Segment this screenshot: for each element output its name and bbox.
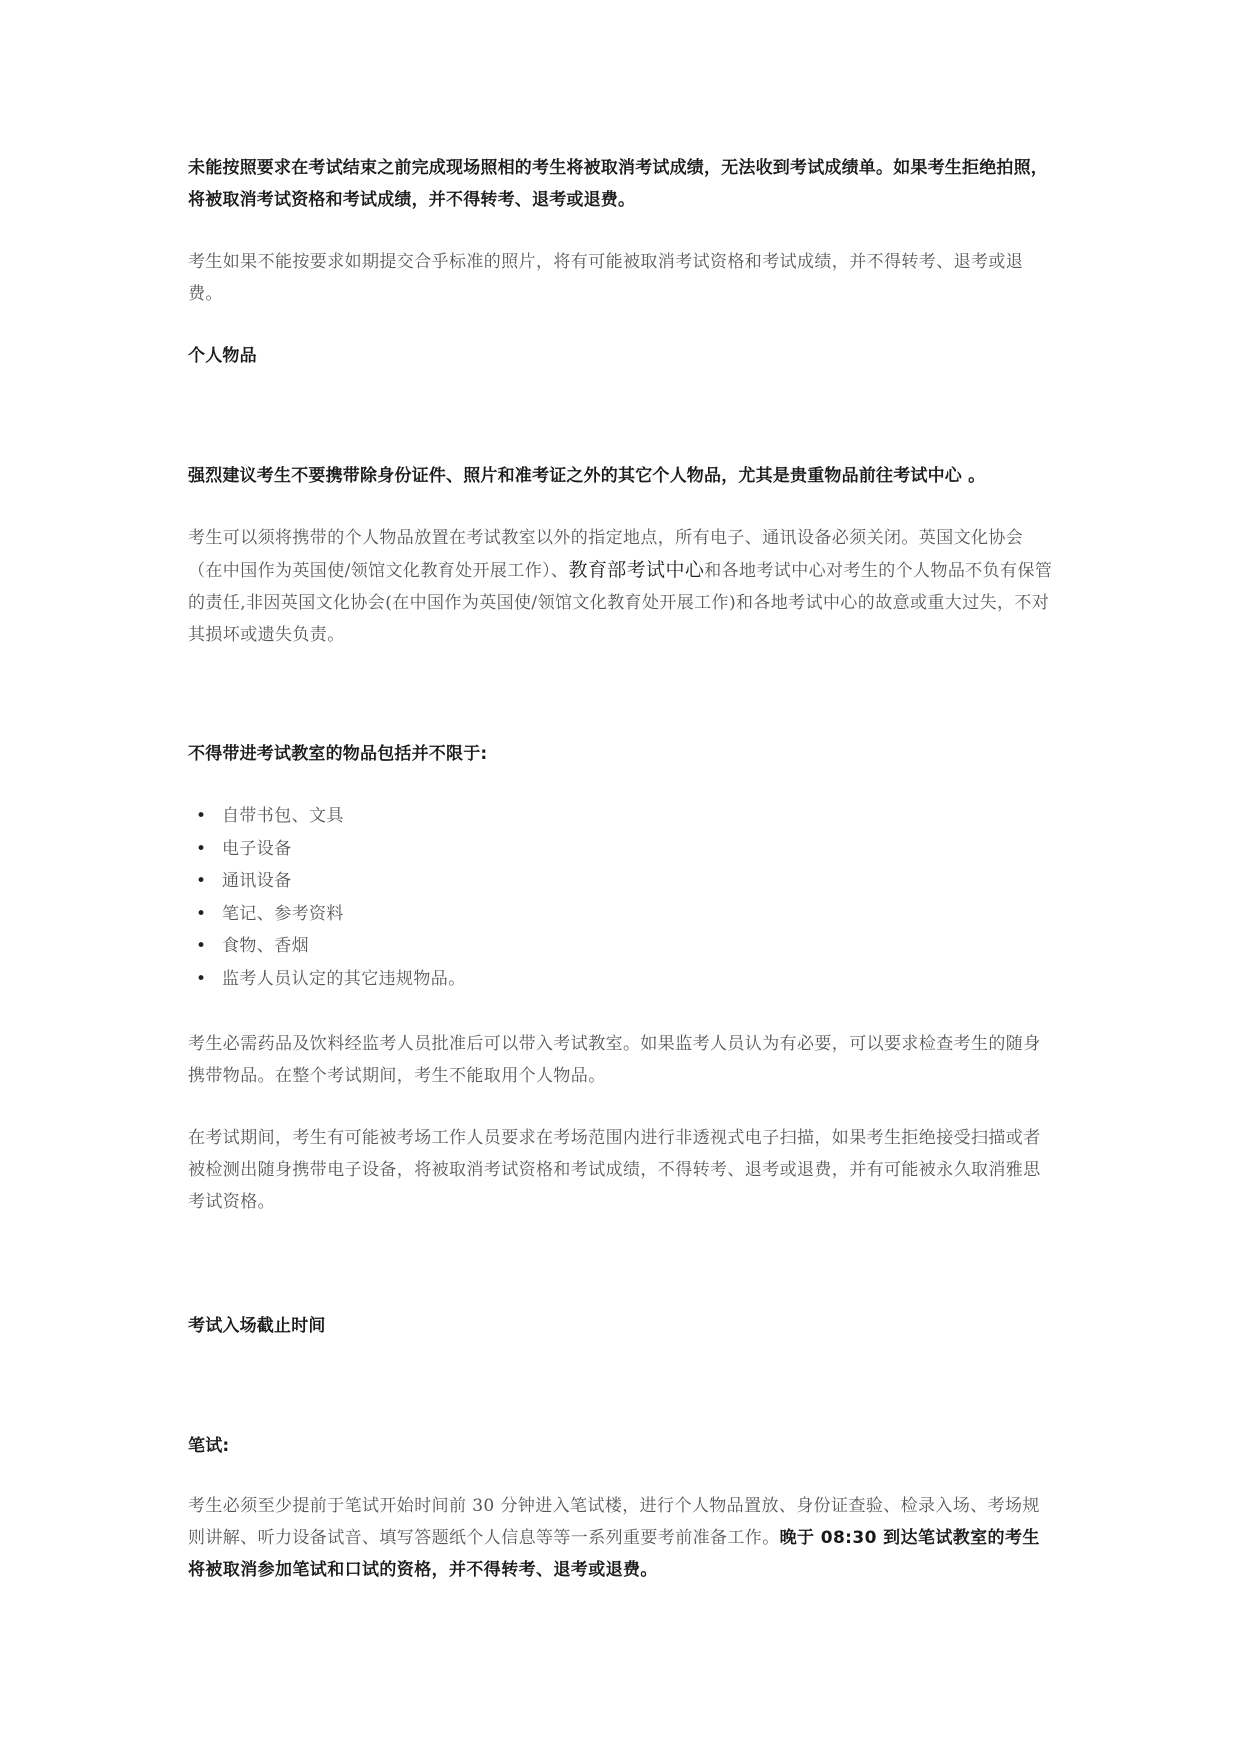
personal-items-heading: 个人物品 — [188, 346, 257, 366]
bullet-icon: • — [196, 871, 207, 891]
scan-paragraph: 在考试期间，考生有可能被考场工作人员要求在考场范围内进行非透视式电子扫描，如果考生拒绝接受扫描或者被检测出随身携带电子设备，将被取消考试资格和考试成绩，不得转考、退考或退费，并有可能被永久取消雅思考试资格。 — [188, 1128, 1041, 1212]
written-deadline-warning: 晚于 08:30 到达笔试教室的考生将被取消参加笔试和口试的资格，并不得转考、退考或退费。 — [188, 1528, 1040, 1580]
valuables-advice: 强烈建议考生不要携带除身份证件、照片和准考证之外的其它个人物品，尤其是贵重物品前往考试中心 。 — [188, 466, 986, 486]
storage-paragraph — [188, 522, 1054, 651]
written-test-heading: 笔试: — [188, 1436, 230, 1456]
list-item: • 笔记、参考资料 — [188, 898, 1054, 931]
photo-standard-paragraph: 考生如果不能按要求如期提交合乎标准的照片，将有可能被取消考试资格和考试成绩，并不得转考、退考或退费。 — [188, 252, 1024, 304]
list-item: • 通讯设备 — [188, 865, 1054, 898]
photo-notice: 未能按照要求在考试结束之前完成现场照相的考生将被取消考试成绩，无法收到考试成绩单。如果考生拒绝拍照， 将被取消考试资格和考试成绩，并不得转考、退考或退费。 — [188, 158, 1048, 210]
list-item: • 食物、香烟 — [188, 930, 1054, 963]
bullet-icon: • — [196, 968, 207, 989]
bullet-icon: • — [196, 936, 207, 956]
storage-text-part2: 和各地考试中心对考生的个人物品不负有保管的责任,非因英国文化协会(在中国作为英国使/领馆文化教育处开展工作)和各地考试中心的故意或重大过失，不对其损坏或遗失负责。 — [188, 561, 1053, 645]
list-item: • 自带书包、文具 — [188, 800, 1054, 833]
written-test-paragraph — [188, 1490, 1054, 1586]
bullet-icon: • — [196, 806, 207, 826]
written-test-text: 考生必须至少提前于笔试开始时间前 30 分钟进入笔试楼，进行个人物品置放、身份证查验、检录入场、考场规则讲解、听力设备试音、填写答题纸个人信息等等一系列重要考前准备工作。 — [188, 1496, 1040, 1548]
prohibited-items-list — [188, 800, 1054, 995]
bullet-icon: • — [196, 903, 207, 924]
entry-deadline-heading: 考试入场截止时间 — [188, 1316, 326, 1336]
list-item: • 电子设备 — [188, 833, 1054, 866]
exam-center-emphasis: 教育部考试中心 — [568, 559, 705, 581]
medicine-paragraph: 考生必需药品及饮料经监考人员批准后可以带入考试教室。如果监考人员认为有必要，可以要求检查考生的随身携带物品。在整个考试期间，考生不能取用个人物品。 — [188, 1034, 1041, 1086]
prohibited-items-heading: 不得带进考试教室的物品包括并不限于: — [188, 744, 488, 764]
storage-text-part1: 考生可以须将携带的个人物品放置在考试教室以外的指定地点，所有电子、通讯设备必须关闭。英国文化协会（在中国作为英国使/领馆文化教育处开展工作）、 — [188, 528, 1024, 581]
bullet-icon: • — [196, 838, 207, 859]
list-item: • 监考人员认定的其它违规物品。 — [188, 963, 1054, 996]
